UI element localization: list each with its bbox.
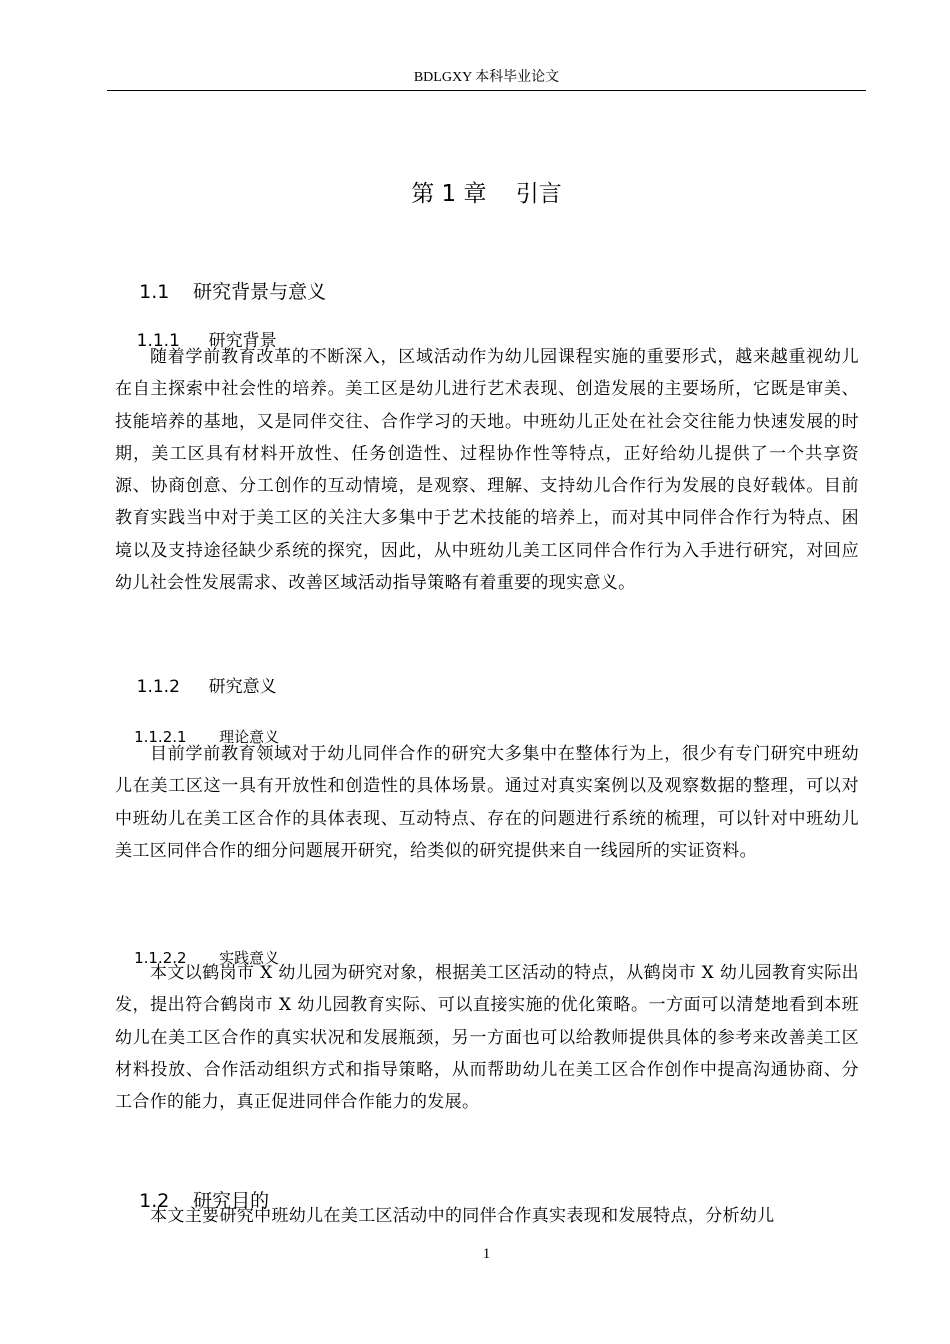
section-title: 实践意义 — [219, 949, 280, 967]
page-number: 1 — [482, 1246, 491, 1262]
section-number: 1.1.2.1 — [134, 728, 187, 746]
section-title: 理论意义 — [219, 728, 280, 746]
section-number: 1.1.2.2 — [134, 949, 187, 967]
paragraph-purpose: 本文主要研究中班幼儿在美工区活动中的同伴合作真实表现和发展特点，分析幼儿 — [150, 1206, 775, 1226]
section-title: 研究意义 — [208, 677, 277, 697]
section-title: 研究背景 — [208, 331, 277, 351]
paragraph-background: 随着学前教育改革的不断深入，区域活动作为幼儿园课程实施的重要形式，越来越重视幼儿在自主探索中社会性的培养。美工区是幼儿进行艺术表现、创造发展的主要场所，它既是审美、技能培养的基地，又是同伴交往、合作学习的天地。中班幼儿正处在社会交往能力快速发展的时期，美工区具有材料开放性、任务创造性、过程协作性等特点，正好给幼儿提供了一个共享资源、协商创意、分工创作的互动情境，是观察、理解、支持幼儿合作行为发展的良好载体。目前教育实践当中对于美工区的关注大多集中于艺术技能的培养上，而对其中同伴合作行为特点、困境以及支持途径缺少系统的探究，因此，从中班幼儿美工区同伴合作行为入手进行研究，对回应幼儿社会性发展需求、改善区域活动指导策略有着重要的现实意义。 — [115, 347, 859, 594]
header-rule — [107, 90, 866, 91]
section-number: 1.1.1 — [136, 331, 180, 351]
section-number: 1.2 — [139, 1190, 170, 1212]
chapter-title: 第 1 章 引言 — [411, 181, 562, 207]
section-number: 1.1 — [139, 281, 170, 303]
paragraph-theory: 目前学前教育领域对于幼儿同伴合作的研究大多集中在整体行为上，很少有专门研究中班幼儿在美工区这一具有开放性和创造性的具体场景。通过对真实案例以及观察数据的整理，可以对中班幼儿在美工区合作的具体表现、互动特点、存在的问题进行系统的梳理，可以针对中班幼儿美工区同伴合作的细分问题展开研究，给类似的研究提供来自一线园所的实证资料。 — [115, 744, 859, 861]
paragraph-practice: 本文以鹤岗市 X 幼儿园为研究对象，根据美工区活动的特点，从鹤岗市 X 幼儿园教育实际出发，提出符合鹤岗市 X 幼儿园教育实际、可以直接实施的优化策略。一方面可以清楚地看到本班幼儿在美工区合作的真实状况和发展瓶颈，另一方面也可以给教师提供具体的参考来改善美工区材料投放、合作活动组织方式和指导策略，从而帮助幼儿在美工区合作创作中提高沟通协商、分工合作的能力，真正促进同伴合作能力的发展。 — [115, 963, 859, 1113]
section-number: 1.1.2 — [136, 677, 180, 697]
section-title: 研究背景与意义 — [193, 281, 327, 303]
running-header: BDLGXY 本科毕业论文 — [413, 70, 560, 85]
section-title: 研究目的 — [193, 1190, 270, 1212]
